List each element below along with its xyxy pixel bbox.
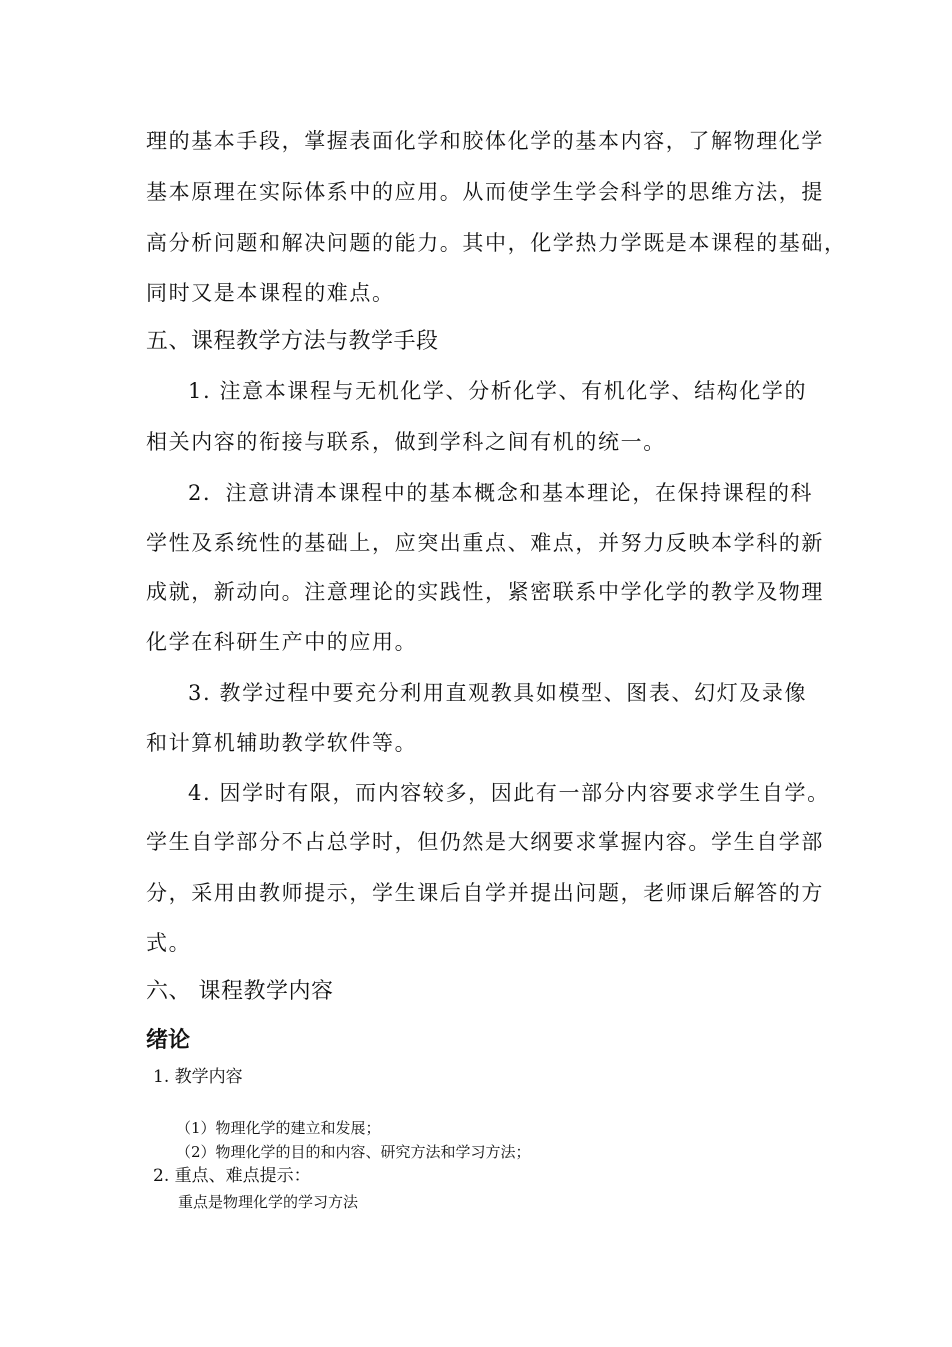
content-label: 1. 教学内容 (153, 1067, 243, 1087)
paragraph-line: 高分析问题和解决问题的能力。其中，化学热力学既是本课程的基础， (146, 231, 847, 255)
list-item-line: 成就，新动向。注意理论的实践性，紧密联系中学化学的教学及物理 (146, 580, 824, 604)
list-item-line: 分，采用由教师提示，学生课后自学并提出问题，老师课后解答的方 (146, 881, 824, 905)
list-item-line: 1. 注意本课程与无机化学、分析化学、有机化学、结构化学的 (188, 379, 808, 403)
key-points-text: 重点是物理化学的学习方法 (178, 1193, 359, 1211)
list-item-line: 学生自学部分不占总学时，但仍然是大纲要求掌握内容。学生自学部 (146, 830, 824, 854)
content-item: （1）物理化学的建立和发展； (176, 1119, 381, 1137)
list-item-line: 和计算机辅助教学软件等。 (146, 731, 418, 755)
section-heading: 五、课程教学方法与教学手段 (146, 329, 439, 354)
section-heading: 六、 课程教学内容 (146, 979, 334, 1004)
list-item-line: 式。 (146, 931, 192, 955)
list-item-line: 4. 因学时有限，而内容较多，因此有一部分内容要求学生自学。 (188, 781, 830, 805)
key-points-label: 2. 重点、难点提示： (153, 1166, 311, 1186)
list-item-line: 2．注意讲清本课程中的基本概念和基本理论，在保持课程的科 (188, 481, 814, 505)
list-item-line: 学性及系统性的基础上，应突出重点、难点，并努力反映本学科的新 (146, 531, 824, 555)
paragraph-line: 基本原理在实际体系中的应用。从而使学生学会科学的思维方法，提 (146, 180, 824, 204)
list-item-line: 3. 教学过程中要充分利用直观教具如模型、图表、幻灯及录像 (188, 681, 808, 705)
paragraph-line: 理的基本手段，掌握表面化学和胶体化学的基本内容，了解物理化学 (146, 129, 824, 153)
list-item-line: 相关内容的衔接与联系，做到学科之间有机的统一。 (146, 430, 666, 454)
paragraph-line: 同时又是本课程的难点。 (146, 281, 395, 305)
list-item-line: 化学在科研生产中的应用。 (146, 630, 418, 654)
chapter-title: 绪论 (146, 1028, 191, 1053)
content-item: （2）物理化学的目的和内容、研究方法和学习方法； (176, 1143, 531, 1161)
